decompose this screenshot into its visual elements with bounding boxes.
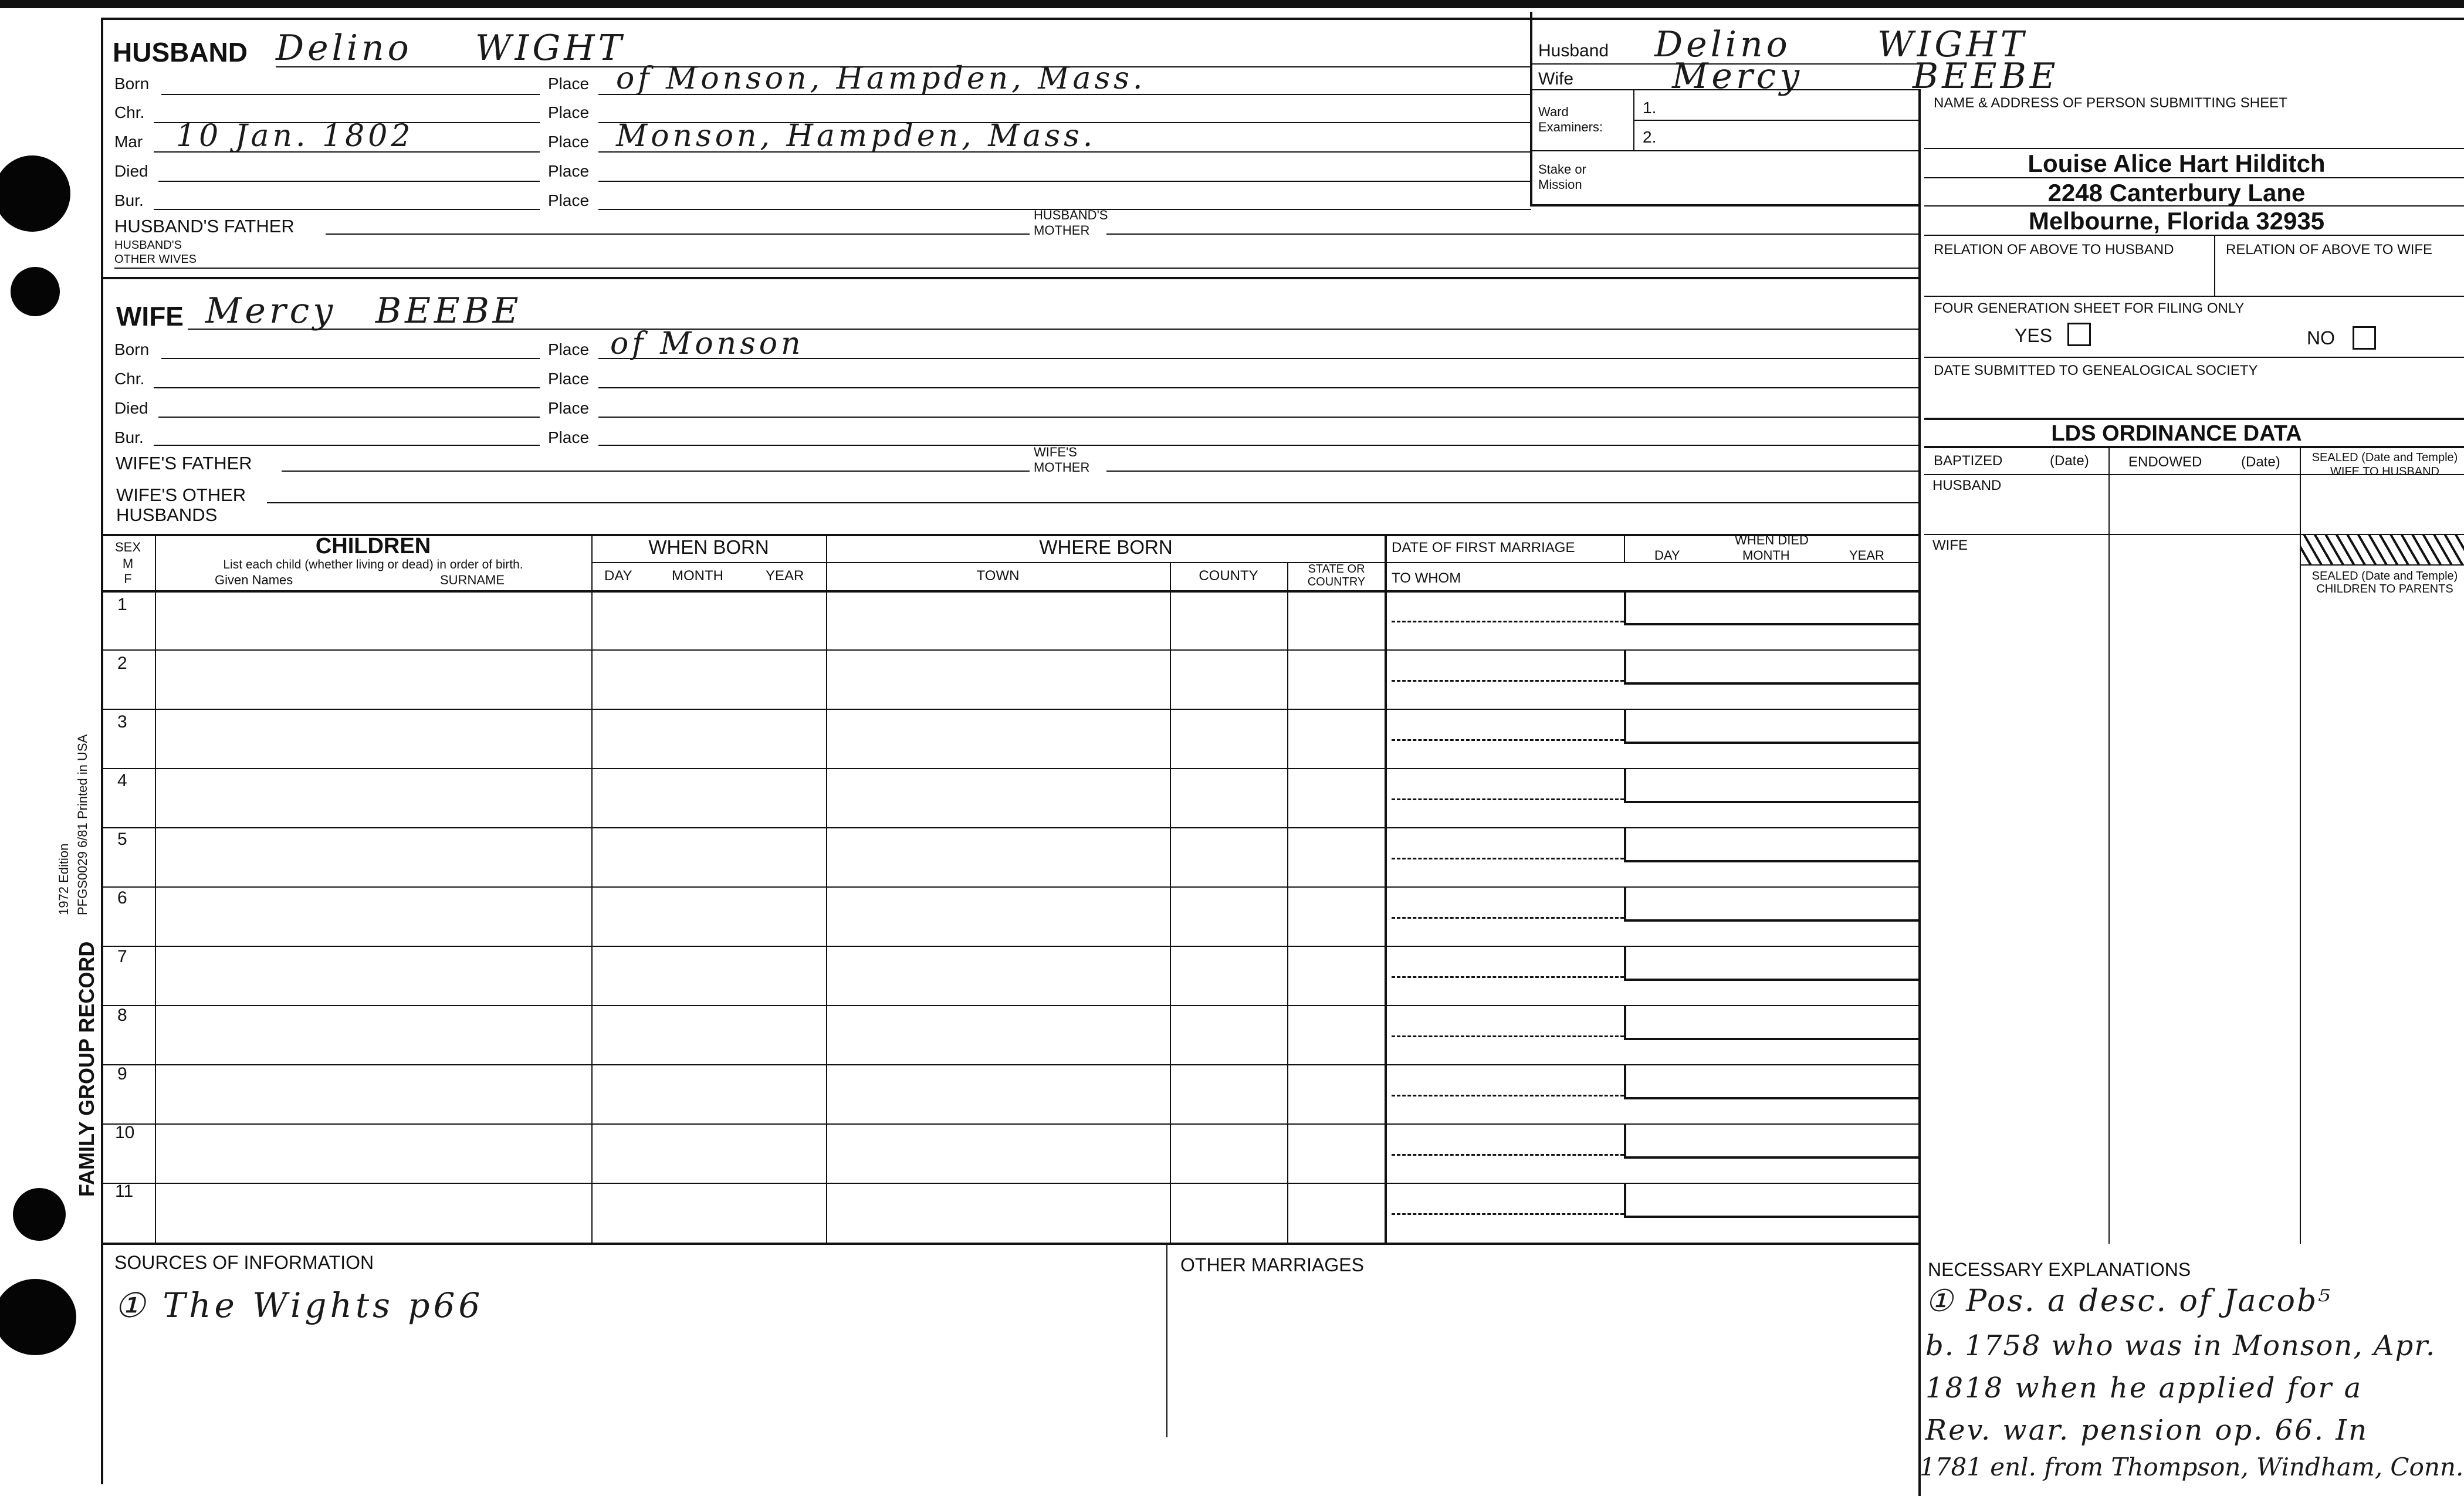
marriage-dash-line <box>1392 798 1624 800</box>
marriage-dash-line <box>1392 1154 1624 1156</box>
form-number-label: PFGS0029 6/81 Printed in USA <box>75 734 90 915</box>
husband-mar-label: Mar <box>114 133 143 151</box>
wife-father-label: WIFE'S FATHER <box>116 453 252 473</box>
husband-died-place-label: Place <box>548 162 590 180</box>
examiner-1: 1. <box>1643 99 1657 117</box>
bottom-divider <box>1166 1244 1167 1437</box>
wife-mother-line <box>1106 471 1918 472</box>
relation-divider <box>2214 235 2215 296</box>
submitter-line-1 <box>1924 148 2464 149</box>
wife-other-husbands-label-1: WIFE'S OTHER <box>116 485 246 505</box>
husband-born-date-line <box>161 94 540 95</box>
top-border <box>0 0 2464 8</box>
wife-born-place: of Monson <box>610 326 804 361</box>
children-subheader-line <box>591 562 1920 563</box>
wife-chr-place-label: Place <box>548 370 590 388</box>
wife-mother-label-1: WIFE'S <box>1034 445 1077 459</box>
wife-name-line <box>188 329 1918 330</box>
state-header-2: COUNTRY <box>1307 576 1366 588</box>
col-children-divider <box>591 534 593 1244</box>
husband-section-bottom <box>101 277 1920 279</box>
husband-mar-date: 10 Jan. 1802 <box>176 119 414 154</box>
given-names-header: Given Names <box>215 573 293 587</box>
col-when-born-divider <box>826 534 827 1244</box>
submitter-city: Melbourne, Florida 32935 <box>2028 207 2325 235</box>
header-husband-surname: WIGHT <box>1877 24 2028 65</box>
wife-bur-label: Bur. <box>114 428 144 446</box>
wife-given-name: Mercy <box>205 290 337 331</box>
submitter-heading: NAME & ADDRESS OF PERSON SUBMITTING SHEET <box>1934 95 2287 111</box>
husband-chr-place-label: Place <box>548 103 590 121</box>
no-checkbox[interactable] <box>2353 326 2376 350</box>
state-header-1: STATE OR <box>1308 563 1365 576</box>
husband-born-place-line <box>598 94 1531 95</box>
sex-f-header: F <box>124 571 132 586</box>
lds-hatched-box <box>2301 535 2464 564</box>
header-box-left-border <box>1530 12 1532 205</box>
explanation-line-3: 1818 when he applied for a <box>1925 1372 2363 1404</box>
lds-husband-label: HUSBAND <box>1932 478 2002 493</box>
row-number: 9 <box>117 1064 127 1084</box>
when-born-header: WHEN BORN <box>648 536 769 558</box>
wife-bur-place-label: Place <box>548 428 590 446</box>
examiner-divider <box>1633 120 1920 121</box>
row-number: 6 <box>117 888 127 908</box>
wife-died-date-line <box>158 417 540 418</box>
submitter-line-2 <box>1924 177 2464 178</box>
ward-label-2: Examiners: <box>1538 120 1603 134</box>
husband-other-wives-label-1: HUSBAND'S <box>114 239 182 252</box>
husband-died-label: Died <box>114 162 148 180</box>
wife-died-label: Died <box>114 399 148 417</box>
marriage-dash-line <box>1392 1035 1624 1037</box>
town-header: TOWN <box>976 568 1020 584</box>
row-number: 3 <box>117 712 127 732</box>
county-header: COUNTY <box>1199 568 1258 584</box>
died-month-header: MONTH <box>1742 548 1790 563</box>
death-date-bracket <box>1624 591 1920 625</box>
death-date-bracket <box>1624 710 1920 744</box>
death-date-bracket <box>1624 828 1920 862</box>
lds-title-bottom <box>1924 446 2464 448</box>
wife-chr-date-line <box>154 387 540 388</box>
header-wife-surname: BEEBE <box>1913 56 2059 97</box>
died-day-header: DAY <box>1654 548 1680 563</box>
husband-mar-place-line <box>598 151 1531 153</box>
husband-bur-date-line <box>154 209 540 210</box>
wife-bur-date-line <box>154 445 540 446</box>
marriage-dash-line <box>1392 976 1624 978</box>
form-title: FAMILY GROUP RECORD <box>75 941 99 1197</box>
husband-father-label: HUSBAND'S FATHER <box>114 216 295 236</box>
punch-hole-3 <box>13 1188 66 1241</box>
submitter-street: 2248 Canterbury Lane <box>2047 179 2306 207</box>
sex-header: SEX <box>114 540 141 554</box>
col-sex-divider <box>155 534 156 1244</box>
lds-sealed-children-label-2: CHILDREN TO PARENTS <box>2316 583 2453 595</box>
husband-father-line <box>326 233 1030 235</box>
row-number: 10 <box>115 1123 135 1142</box>
wife-other-husbands-line <box>267 502 1918 503</box>
punch-hole-2 <box>11 267 60 316</box>
wife-other-husbands-label-2: HUSBANDS <box>116 505 218 525</box>
husband-other-wives-line <box>114 268 1918 269</box>
husband-mar-date-line <box>154 151 540 153</box>
sources-heading: SOURCES OF INFORMATION <box>114 1252 374 1273</box>
husband-died-date-line <box>158 181 540 182</box>
husband-bur-label: Bur. <box>114 191 144 209</box>
relation-bottom-line <box>1924 296 2464 297</box>
submitter-line-4 <box>1924 235 2464 236</box>
death-date-bracket <box>1624 888 1920 922</box>
col-town-divider <box>1170 562 1171 1244</box>
submitter-line-3 <box>1924 205 2464 207</box>
husband-bur-place-label: Place <box>548 191 590 209</box>
lds-endowed-label: ENDOWED <box>2128 454 2202 470</box>
row-number: 4 <box>117 771 127 790</box>
wife-born-place-line <box>598 358 1918 359</box>
where-born-header: WHERE BORN <box>1039 536 1173 558</box>
marriage-dash-line <box>1392 858 1624 859</box>
explanation-line-5: 1781 enl. from Thompson, Windham, Conn. <box>1920 1453 2464 1481</box>
header-box-bottom <box>1530 204 1920 207</box>
children-table-bottom <box>101 1243 1920 1245</box>
husband-mother-label-2: MOTHER <box>1034 223 1090 238</box>
row-number: 11 <box>115 1182 134 1201</box>
marriage-dash-line <box>1392 621 1624 622</box>
husband-other-wives-label-2: OTHER WIVES <box>114 253 197 266</box>
header-wife-label: Wife <box>1538 69 1573 89</box>
row-number: 5 <box>117 830 127 849</box>
relation-husband-label: RELATION OF ABOVE TO HUSBAND <box>1934 242 2174 258</box>
surname-header: SURNAME <box>440 573 505 587</box>
wife-born-place-label: Place <box>548 340 590 358</box>
relation-wife-label: RELATION OF ABOVE TO WIFE <box>2226 242 2433 258</box>
lds-baptized-label: BAPTIZED <box>1934 453 2003 469</box>
edition-label: 1972 Edition <box>56 843 71 915</box>
husband-born-place: of Monson, Hampden, Mass. <box>616 61 1146 96</box>
row-number: 8 <box>117 1006 127 1025</box>
marriage-dash-line <box>1392 1095 1624 1096</box>
lds-title: LDS ORDINANCE DATA <box>2051 421 2302 446</box>
husband-mother-label-1: HUSBAND'S <box>1034 208 1108 222</box>
husband-label: HUSBAND <box>113 37 248 67</box>
yes-label: YES <box>2015 325 2053 346</box>
children-instruction: List each child (whether living or dead) in order of birth. <box>223 558 523 571</box>
husband-mar-place: Monson, Hampden, Mass. <box>616 119 1096 154</box>
four-generation-label: FOUR GENERATION SHEET FOR FILING ONLY <box>1934 300 2245 316</box>
sex-m-header: M <box>122 556 134 571</box>
punch-hole-1 <box>0 155 70 232</box>
wife-label: WIFE <box>116 301 184 331</box>
husband-born-label: Born <box>114 75 150 93</box>
lds-endowed-date-label: (Date) <box>2241 454 2280 470</box>
header-wife-given: Mercy <box>1672 56 1803 97</box>
wife-born-date-line <box>161 358 540 359</box>
lds-sealed-children-label-1: SEALED (Date and Temple) <box>2311 570 2458 583</box>
born-month-header: MONTH <box>672 568 723 584</box>
first-marriage-header: DATE OF FIRST MARRIAGE <box>1392 540 1575 556</box>
wife-father-line <box>282 471 1030 472</box>
header-husband-given: Delino <box>1654 24 1791 65</box>
born-year-header: YEAR <box>766 568 804 584</box>
marriage-dash-line <box>1392 1213 1624 1215</box>
no-label: NO <box>2307 327 2335 348</box>
ward-label-1: Ward <box>1538 104 1569 119</box>
four-generation-bottom-line <box>1924 357 2464 358</box>
husband-surname: WIGHT <box>475 28 625 69</box>
col-county-divider <box>1287 562 1288 1244</box>
husband-died-place-line <box>598 181 1531 182</box>
death-date-bracket <box>1624 1006 1920 1040</box>
wife-mother-label-2: MOTHER <box>1034 460 1090 475</box>
death-date-bracket <box>1624 1125 1920 1159</box>
wife-surname: BEEBE <box>375 290 522 331</box>
lds-hatch-bottom <box>2301 564 2464 566</box>
header-husband-label: Husband <box>1538 41 1609 60</box>
husband-chr-label: Chr. <box>114 103 145 121</box>
when-died-box-left <box>1624 535 1625 562</box>
marriage-dash-line <box>1392 680 1624 682</box>
row-number: 1 <box>117 595 127 614</box>
form-left-border <box>101 18 103 1484</box>
wife-died-place-line <box>598 417 1918 418</box>
header-wife-line <box>1531 89 1920 90</box>
explanation-line-2: b. 1758 who was in Monson, Apr. <box>1925 1329 2436 1362</box>
stake-label-1: Stake or <box>1538 162 1586 177</box>
other-marriages-heading: OTHER MARRIAGES <box>1180 1254 1364 1275</box>
sources-text: ① The Wights p66 <box>114 1285 484 1325</box>
wife-chr-place-line <box>598 387 1918 388</box>
col-where-born-divider <box>1385 534 1387 1244</box>
date-submitted-bottom-line <box>1924 418 2464 420</box>
row-number: 7 <box>117 947 127 966</box>
husband-born-place-label: Place <box>548 75 590 93</box>
lds-sealed-label-1: SEALED (Date and Temple) <box>2311 451 2458 464</box>
wife-chr-label: Chr. <box>114 370 145 388</box>
born-day-header: DAY <box>604 568 632 584</box>
lds-baptized-date-label: (Date) <box>2050 453 2089 469</box>
wife-died-place-label: Place <box>548 399 590 417</box>
death-date-bracket <box>1624 651 1920 685</box>
marriage-dash-line <box>1392 917 1624 919</box>
when-died-header: WHEN DIED <box>1735 533 1809 547</box>
stake-label-2: Mission <box>1538 177 1582 192</box>
examiner-2: 2. <box>1643 128 1657 146</box>
yes-checkbox[interactable] <box>2067 323 2091 346</box>
husband-given-name: Delino <box>276 28 412 69</box>
wife-bur-place-line <box>598 445 1918 446</box>
lds-wife-label: WIFE <box>1932 537 1968 553</box>
lds-col-divider-1 <box>2108 446 2110 1244</box>
lds-sealed-label-2: WIFE TO HUSBAND <box>2330 465 2439 478</box>
wife-born-label: Born <box>114 340 150 358</box>
children-header: CHILDREN <box>315 534 431 559</box>
death-date-bracket <box>1624 947 1920 981</box>
husband-mother-line <box>1106 233 1918 235</box>
lds-header-bottom <box>1924 474 2464 475</box>
death-date-bracket <box>1624 1065 1920 1099</box>
date-submitted-label: DATE SUBMITTED TO GENEALOGICAL SOCIETY <box>1934 363 2258 378</box>
lds-col-divider-2 <box>2300 446 2301 1244</box>
death-date-bracket <box>1624 1184 1920 1218</box>
ward-bottom-line <box>1531 150 1920 151</box>
death-date-bracket <box>1624 769 1920 803</box>
explanation-line-1: ① Pos. a desc. of Jacob⁵ <box>1925 1284 2333 1319</box>
form-top-border <box>101 18 2464 20</box>
husband-mar-place-label: Place <box>548 133 590 151</box>
first-marriage-dash <box>1393 562 1622 563</box>
submitter-name: Louise Alice Hart Hilditch <box>2028 150 2326 177</box>
punch-hole-4 <box>0 1279 76 1355</box>
died-year-header: YEAR <box>1849 548 1884 563</box>
row-number: 2 <box>117 654 127 673</box>
marriage-dash-line <box>1392 739 1624 741</box>
explanations-heading: NECESSARY EXPLANATIONS <box>1928 1259 2191 1280</box>
explanation-line-4: Rev. war. pension op. 66. In <box>1925 1414 2369 1447</box>
to-whom-header: TO WHOM <box>1392 570 1461 586</box>
